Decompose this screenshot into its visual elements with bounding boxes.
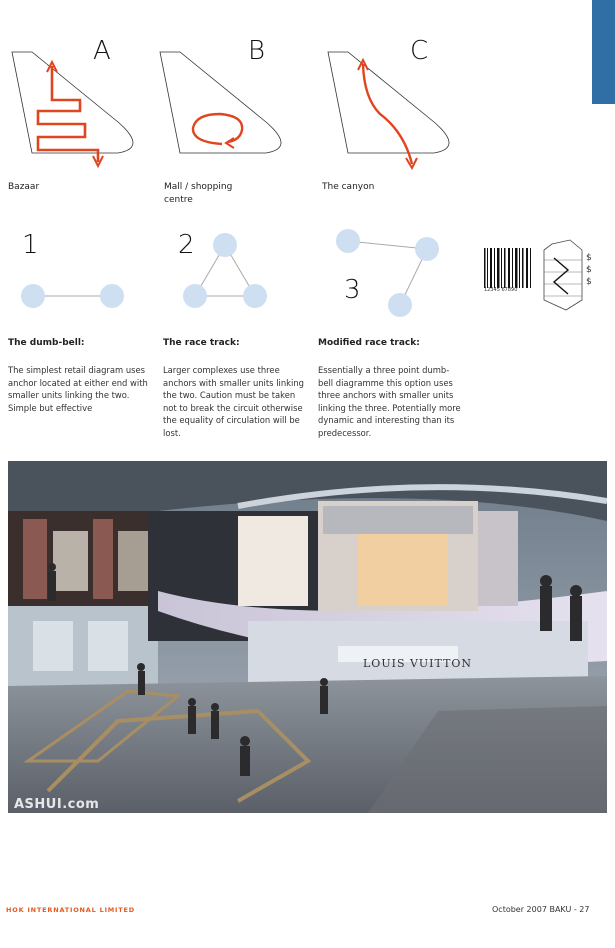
diagram-letter-a: A — [93, 36, 111, 66]
dumb-bell-diagram — [21, 284, 124, 308]
diagram-letter-c: C — [410, 36, 429, 66]
caption-bazaar: Bazaar — [8, 182, 40, 192]
barcode-digits: 12345 67890 — [484, 287, 518, 293]
desc-modified-race-track: Essentially a three point dumb-bell diagramme this option uses three anchors with smaller units linking the three. Potentially more dynamic and interesting than its predecessor. — [318, 365, 461, 438]
footer-company: HOK INTERNATIONAL LIMITED — [6, 906, 135, 914]
title-dumb-bell: The dumb-bell: — [8, 338, 85, 348]
diagram-number-3: 3 — [344, 275, 361, 305]
desc-dumb-bell: The simplest retail diagram uses anchor located at either end with smaller units linking the two. Simple but effective — [8, 365, 148, 413]
modified-race-track-diagram — [336, 229, 439, 317]
desc-race-track: Larger complexes use three anchors with smaller units linking the two. Caution must be taken not to break the circuit otherwise the equality of circulation will be lost. — [163, 365, 304, 438]
footer-page: October 2007 BAKU - 27 — [492, 905, 590, 914]
canyon-diagram — [328, 52, 449, 168]
mall-diagram — [160, 52, 281, 153]
race-track-diagram — [183, 233, 267, 308]
title-race-track: The race track: — [163, 338, 240, 348]
store-sign-text: LOUIS VUITTON — [363, 657, 473, 670]
diagram-number-2: 2 — [178, 230, 195, 260]
corner-tab — [592, 0, 615, 104]
caption-mall: Mall / shopping centre — [164, 182, 233, 205]
watermark: ASHUI.com — [14, 797, 100, 812]
title-modified-race-track: Modified race track: — [318, 338, 420, 348]
mall-rendering-image — [8, 461, 607, 813]
circulation-diagrams — [0, 40, 470, 170]
caption-canyon: The canyon — [322, 182, 375, 192]
svg-text:$: $ — [586, 277, 592, 287]
barcode-graphic — [482, 238, 612, 318]
svg-text:$: $ — [586, 253, 592, 263]
svg-text:$: $ — [586, 265, 592, 275]
node-diagrams — [0, 225, 470, 325]
building-logo-graphic — [544, 240, 592, 310]
diagram-number-1: 1 — [22, 230, 39, 260]
bazaar-diagram — [12, 52, 133, 166]
diagram-letter-b: B — [248, 36, 266, 66]
